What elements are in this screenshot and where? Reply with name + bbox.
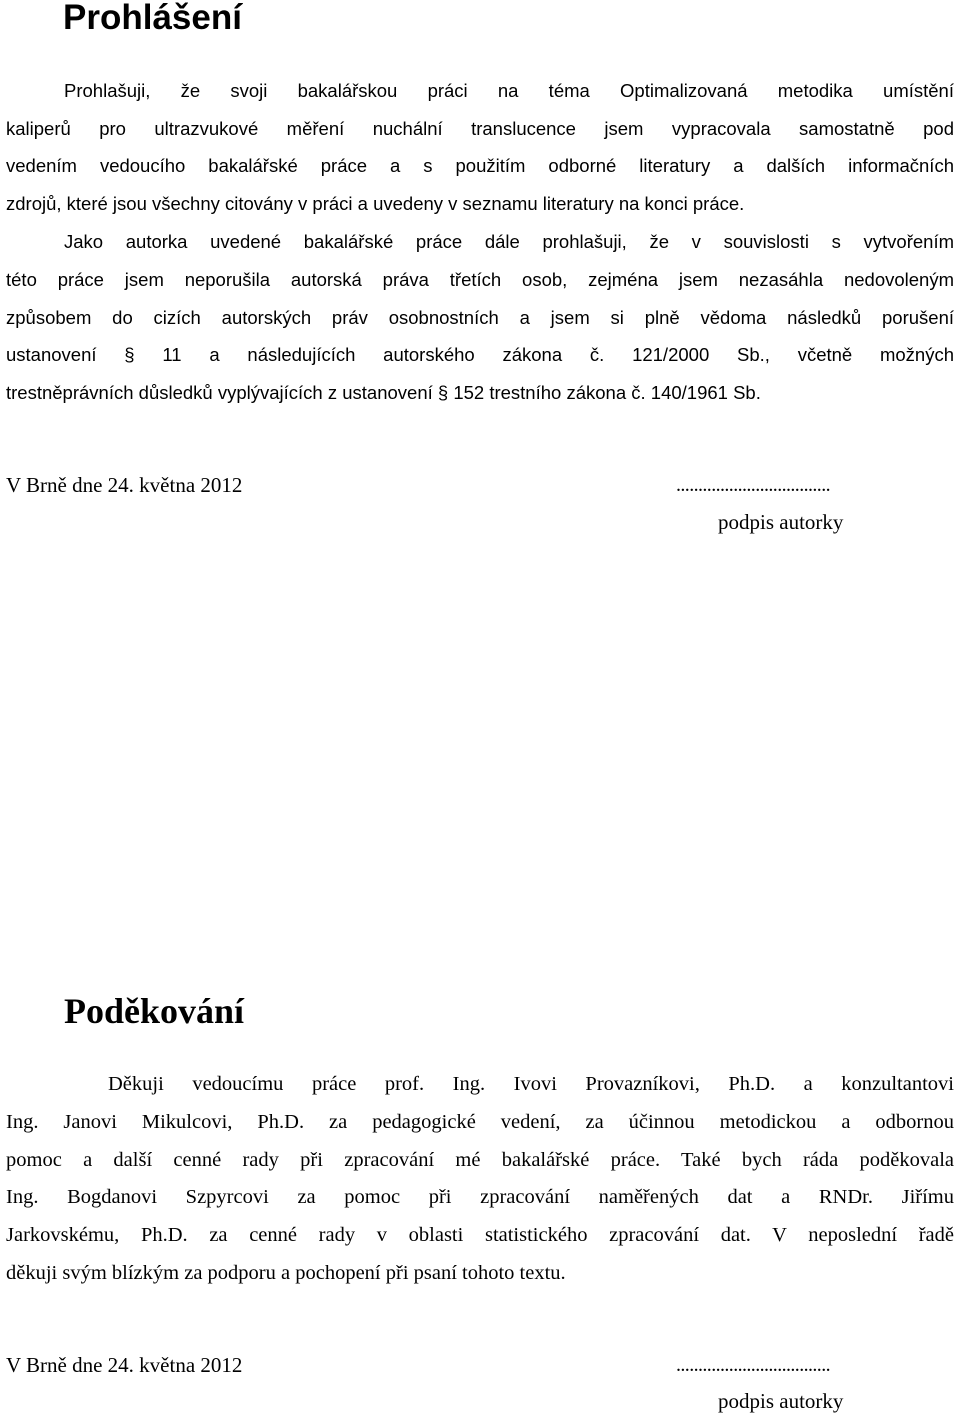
acknowledgement-line: Ing. Janovi Mikulcovi, Ph.D. za pedagogické vedení, za účinnou metodickou a odbornou: [6, 1111, 954, 1133]
declaration-line: trestněprávních důsledků vyplývajících z ustanovení § 152 trestního zákona č. 140/1961 Sb.: [6, 382, 761, 403]
acknowledgement-line: Ing. Bogdanovi Szpyrcovi za pomoc při zpracování naměřených dat a RNDr. Jiřímu: [6, 1186, 954, 1208]
acknowledgement-line: Jarkovskému, Ph.D. za cenné rady v oblasti statistického zpracování dat. V neposlední řadě: [6, 1224, 954, 1246]
declaration-line: Prohlašuji, že svoji bakalářskou práci na téma Optimalizovaná metodika umístění: [64, 80, 954, 101]
declaration-line: způsobem do cizích autorských práv osobnostních a jsem si plně vědoma následků porušení: [6, 307, 954, 328]
acknowledgement-line: Děkuji vedoucímu práce prof. Ing. Ivovi Provazníkovi, Ph.D. a konzultantovi: [108, 1073, 954, 1095]
acknowledgement-line: pomoc a další cenné rady při zpracování mé bakalářské práce. Také bych ráda poděkovala: [6, 1149, 954, 1171]
declaration-signature-label: podpis autorky: [718, 510, 844, 534]
declaration-signature-line: ...................................: [676, 474, 831, 496]
acknowledgement-place-date: V Brně dne 24. května 2012: [6, 1353, 243, 1377]
declaration-line: vedením vedoucího bakalářské práce a s použitím odborné literatury a dalších informačních: [6, 155, 954, 176]
declaration-line: Jako autorka uvedené bakalářské práce dále prohlašuji, že v souvislosti s vytvořením: [64, 231, 954, 252]
declaration-line: této práce jsem neporušila autorská práva třetích osob, zejména jsem nezasáhla nedovoleným: [6, 269, 954, 290]
declaration-line: ustanovení § 11 a následujících autorského zákona č. 121/2000 Sb., včetně možných: [6, 344, 954, 365]
declaration-heading: Prohlášení: [63, 0, 242, 37]
acknowledgement-signature-line: ...................................: [676, 1354, 831, 1376]
declaration-line: kaliperů pro ultrazvukové měření nuchální translucence jsem vypracovala samostatně pod: [6, 118, 954, 139]
declaration-line: zdrojů, které jsou všechny citovány v práci a uvedeny v seznamu literatury na konci práce.: [6, 193, 745, 214]
acknowledgement-line: děkuji svým blízkým za podporu a pochopení při psaní tohoto textu.: [6, 1262, 566, 1284]
declaration-place-date: V Brně dne 24. května 2012: [6, 473, 243, 497]
acknowledgement-heading: Poděkování: [64, 991, 245, 1031]
acknowledgement-signature-label: podpis autorky: [718, 1389, 844, 1413]
